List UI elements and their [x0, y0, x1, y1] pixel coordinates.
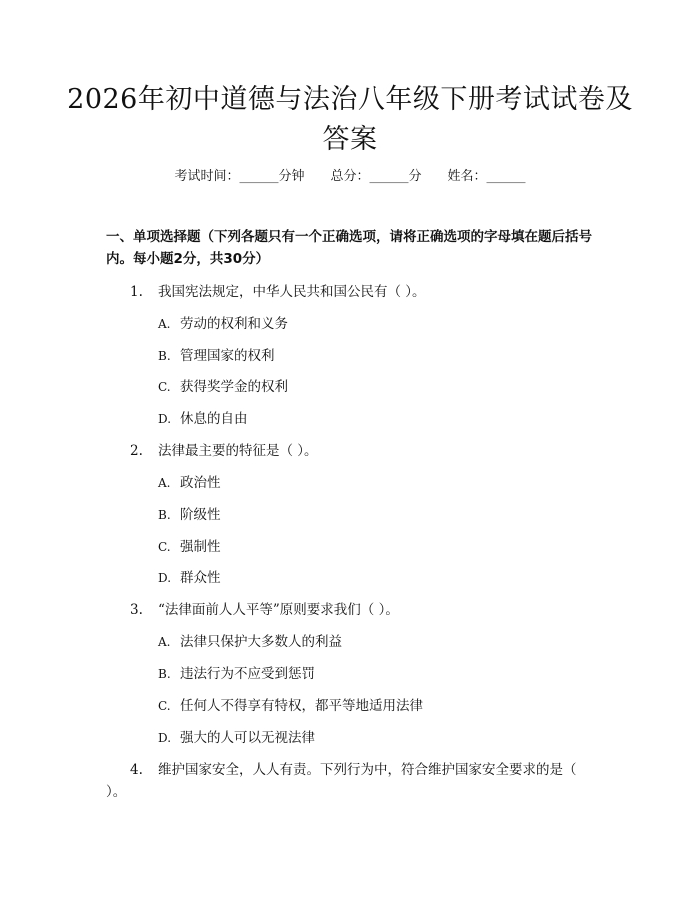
option-text: 管理国家的权利: [180, 348, 275, 364]
question-1: [130, 281, 426, 303]
question-text: 法律最主要的特征是（ ）。: [158, 443, 318, 459]
option-letter: D.: [158, 731, 172, 745]
question-3-option-a: [158, 631, 342, 653]
question-number: 3.: [130, 602, 143, 618]
option-text: 获得奖学金的权利: [180, 379, 288, 395]
question-number: 2.: [130, 443, 143, 459]
option-text: 强制性: [180, 539, 221, 555]
option-letter: B.: [158, 349, 171, 363]
question-text: 我国宪法规定，中华人民共和国公民有（ ）。: [158, 284, 426, 300]
option-letter: A.: [158, 635, 171, 649]
option-letter: B.: [158, 667, 171, 681]
question-3-option-b: [158, 663, 315, 685]
question-3: [130, 599, 399, 621]
option-text: 休息的自由: [180, 411, 248, 427]
question-2-option-d: [158, 567, 221, 589]
option-text: 任何人不得享有特权，都平等地适用法律: [180, 698, 423, 714]
option-letter: A.: [158, 317, 171, 331]
option-text: 法律只保护大多数人的利益: [180, 634, 342, 650]
student-name-field: 姓名：______: [447, 169, 526, 184]
question-3-option-c: [158, 695, 423, 717]
exam-meta: [0, 166, 700, 188]
question-1-option-b: [158, 345, 275, 367]
option-letter: C.: [158, 699, 171, 713]
question-number: 1.: [130, 284, 143, 300]
question-2-option-b: [158, 504, 221, 526]
question-text: “法律面前人人平等”原则要求我们（ ）。: [158, 602, 399, 618]
section-heading: 一、单项选择题（下列各题只有一个正确选项，请将正确选项的字母填在题后括号内。每小题2分，共30分）: [106, 229, 592, 267]
option-letter: C.: [158, 540, 171, 554]
option-letter: D.: [158, 571, 172, 585]
question-number: 4.: [130, 762, 143, 778]
question-1-option-a: [158, 313, 288, 335]
exam-time-field: 考试时间：______分钟: [174, 169, 305, 184]
question-2-option-a: [158, 472, 221, 494]
option-text: 劳动的权利和义务: [180, 316, 288, 332]
option-letter: D.: [158, 412, 172, 426]
option-text: 强大的人可以无视法律: [180, 730, 315, 746]
option-text: 政治性: [180, 475, 221, 491]
option-letter: C.: [158, 380, 171, 394]
option-letter: B.: [158, 508, 171, 522]
option-letter: A.: [158, 476, 171, 490]
total-score-field: 总分：______分: [330, 169, 422, 184]
document-title: 2026年初中道德与法治八年级下册考试试卷及答案: [67, 84, 633, 155]
question-4: [106, 759, 586, 803]
question-1-option-d: [158, 408, 248, 430]
option-text: 阶级性: [180, 507, 221, 523]
option-text: 违法行为不应受到惩罚: [180, 666, 315, 682]
question-text: 维护国家安全，人人有责。下列行为中，符合维护国家安全要求的是（ ）。: [106, 762, 577, 800]
question-2: [130, 440, 318, 462]
question-3-option-d: [158, 727, 315, 749]
question-1-option-c: [158, 376, 288, 398]
option-text: 群众性: [180, 570, 221, 586]
question-2-option-c: [158, 536, 221, 558]
